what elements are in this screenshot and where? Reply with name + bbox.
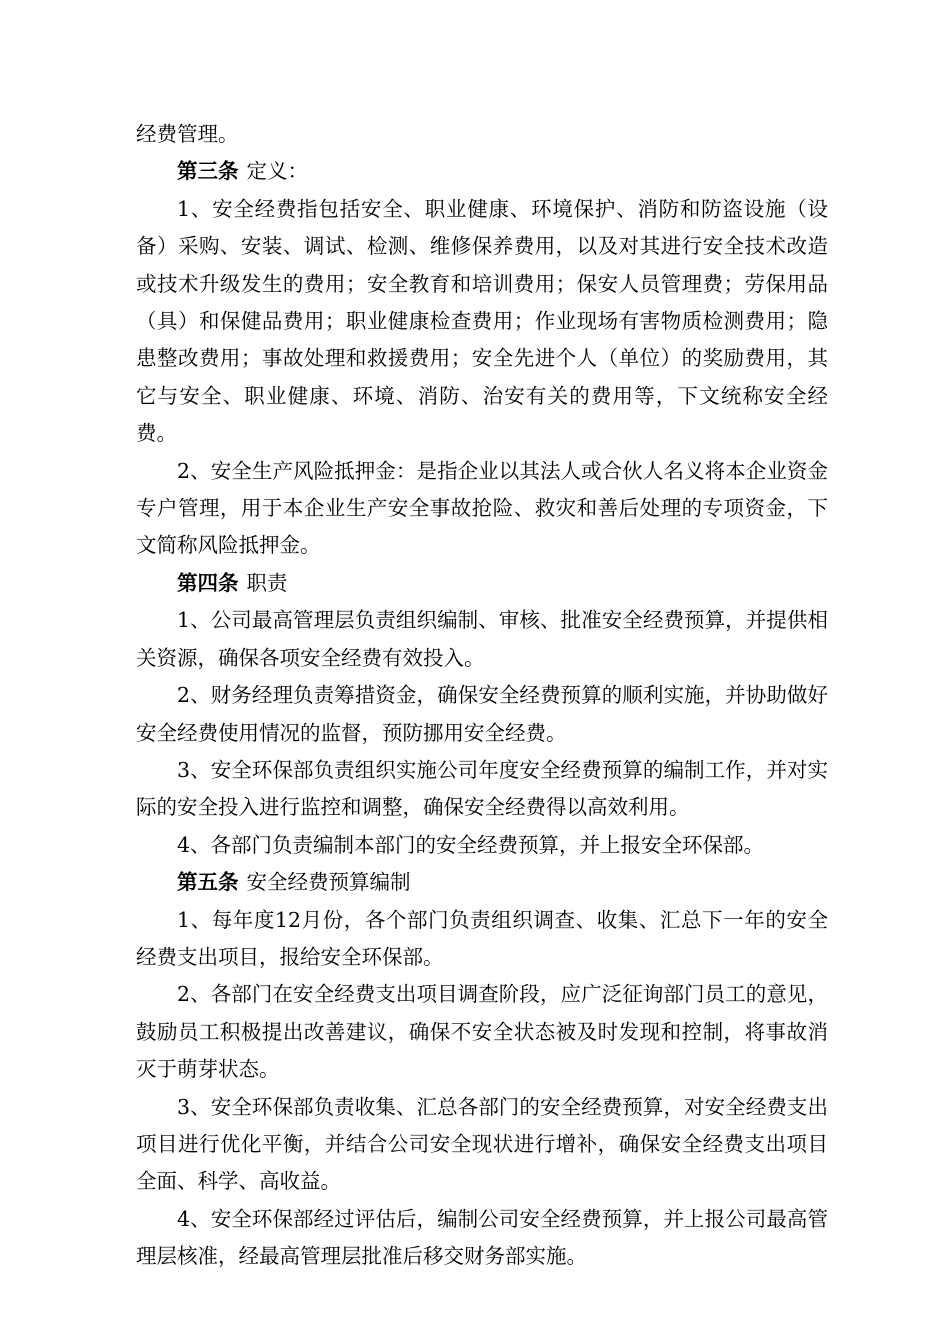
document-body (136, 116, 828, 1276)
article-5-item-1: 1、每年度12月份，各个部门负责组织调查、收集、汇总下一年的安全经费支出项目，报给安全环保部。 (136, 907, 828, 969)
article-4-item-1: 1、公司最高管理层负责组织编制、审核、批准安全经费预算，并提供相关资源，确保各项安全经费有效投入。 (136, 608, 828, 670)
article-3-title: 定义： (246, 159, 308, 184)
lead-text: 经费管理。 (136, 122, 239, 146)
article-4-number: 第四条 (177, 570, 239, 595)
article-5-item-4: 4、安全环保部经过评估后，编制公司安全经费预算，并上报公司最高管理层核准，经最高管理层批准后移交财务部实施。 (136, 1206, 828, 1269)
article-5-item-2: 2、各部门在安全经费支出项目调查阶段，应广泛征询部门员工的意见，鼓励员工积极提出改善建议，确保不安全状态被及时发现和控制，将事故消灭于萌芽状态。 (136, 982, 828, 1082)
article-4-heading (136, 565, 828, 602)
article-3-item-2: 2、安全生产风险抵押金：是指企业以其法人或合伙人名义将本企业资金专户管理，用于本企业生产安全事故抢险、救灾和善后处理的专项资金，下文简称风险抵押金。 (136, 458, 828, 558)
article-4-item-2: 2、财务经理负责筹措资金，确保安全经费预算的顺利实施，并协助做好安全经费使用情况的监督，预防挪用安全经费。 (136, 683, 828, 745)
article-4-item-3: 3、安全环保部负责组织实施公司年度安全经费预算的编制工作，并对实际的安全投入进行监控和调整，确保安全经费得以高效利用。 (136, 757, 828, 820)
article-4-title: 职责 (246, 570, 288, 595)
article-4-item-4: 4、各部门负责编制本部门的安全经费预算，并上报安全环保部。 (177, 832, 765, 857)
article-5-heading (136, 864, 828, 901)
article-3-number: 第三条 (177, 159, 239, 184)
article-5-item-3: 3、安全环保部负责收集、汇总各部门的安全经费预算，对安全经费支出项目进行优化平衡，并结合公司安全现状进行增补，确保安全经费支出项目全面、科学、高收益。 (136, 1094, 828, 1194)
article-5-title: 安全经费预算编制 (246, 870, 411, 895)
article-3-item-1: 1、安全经费指包括安全、职业健康、环境保护、消防和防盗设施（设备）采购、安装、调试、检测、维修保养费用，以及对其进行安全技术改造或技术升级发生的费用；安全教育和培训费用；保安人员管理费；劳保用品（具）和保健品费用；职业健康检查费用；作业现场有害物质检测费用；隐患整改费用；事故处理和救援费用；安全先进个人（单位）的奖励费用，其它与安全、职业健康、环境、消防、治安有关的费用等，下文统称安全经费。 (136, 196, 828, 446)
article-5-number: 第五条 (177, 870, 239, 895)
article-3-heading (136, 153, 828, 190)
